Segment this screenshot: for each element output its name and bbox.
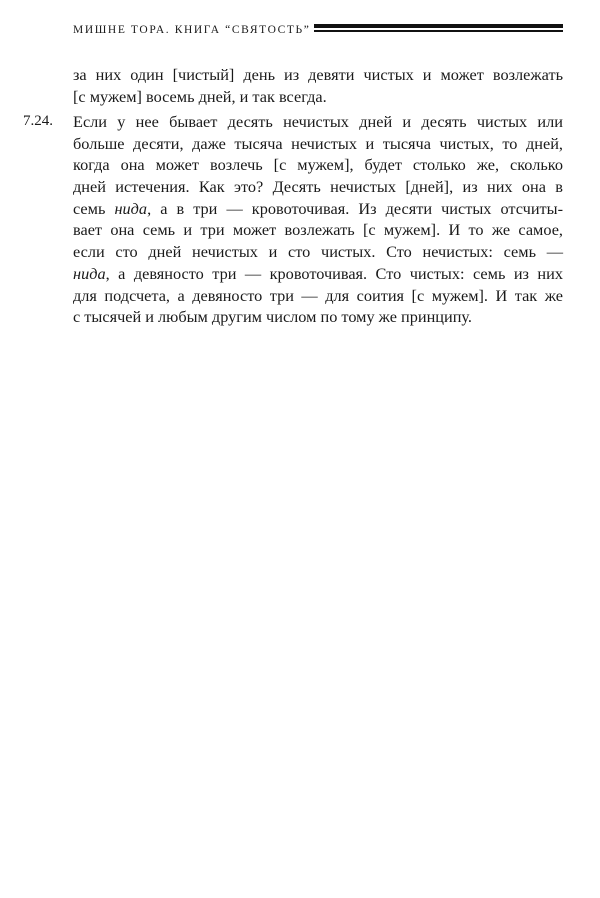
text-segment: за них один [чистый] день из девяти чистых и может возлежать <box>73 65 563 84</box>
italic-term: нида <box>73 263 106 283</box>
paragraph-number: 7.24. <box>23 113 53 129</box>
text-segment: [с мужем] восемь дней, и так всегда. <box>73 86 327 106</box>
text-line <box>73 133 563 155</box>
running-header <box>73 20 563 40</box>
text-segment: когда она может возлечь [с мужем], будет столько же, сколько <box>73 155 563 175</box>
text-line <box>73 176 563 198</box>
italic-term: нида <box>114 198 148 218</box>
header-rule <box>314 24 563 33</box>
text-segment: дней истечения. Как это? Десять нечистых [дней], из них она в <box>73 177 563 197</box>
paragraph <box>73 64 563 107</box>
text-segment: вает она семь и три может возлежать [с мужем]. И то же самое, <box>73 220 563 240</box>
text-segment: , а в три — кровоточивая. Из десяти чистых отсчиты- <box>147 198 564 218</box>
text-segment: для подсчета, а девяносто три — для соития [с мужем]. И так же <box>73 285 563 305</box>
text-line <box>73 219 563 241</box>
text-line <box>73 198 563 220</box>
running-header-title: МИШНЕ ТОРА. КНИГА “СВЯТОСТЬ” <box>73 24 311 36</box>
text-segment: с тысячей и любым другим числом по тому же принципу. <box>73 307 473 327</box>
text-line <box>73 64 563 86</box>
text-line <box>73 263 563 285</box>
text-segment: , а девяносто три — кровоточивая. Сто чистых: семь из них <box>105 263 563 283</box>
text-line <box>73 241 563 263</box>
text-line <box>73 86 563 108</box>
text-line <box>73 306 563 328</box>
text-segment: Если у нее бывает десять нечистых дней и десять чистых или <box>73 112 563 131</box>
text-segment: больше десяти, даже тысяча нечистых и тысяча чистых, то дней, <box>73 133 563 153</box>
text-segment: если сто дней нечистых и сто чистых. Сто нечистых: семь — <box>73 242 563 262</box>
text-segment: семь <box>73 198 115 218</box>
text-line <box>73 285 563 307</box>
text-line <box>73 154 563 176</box>
paragraph <box>73 111 563 328</box>
text-line <box>73 111 563 133</box>
